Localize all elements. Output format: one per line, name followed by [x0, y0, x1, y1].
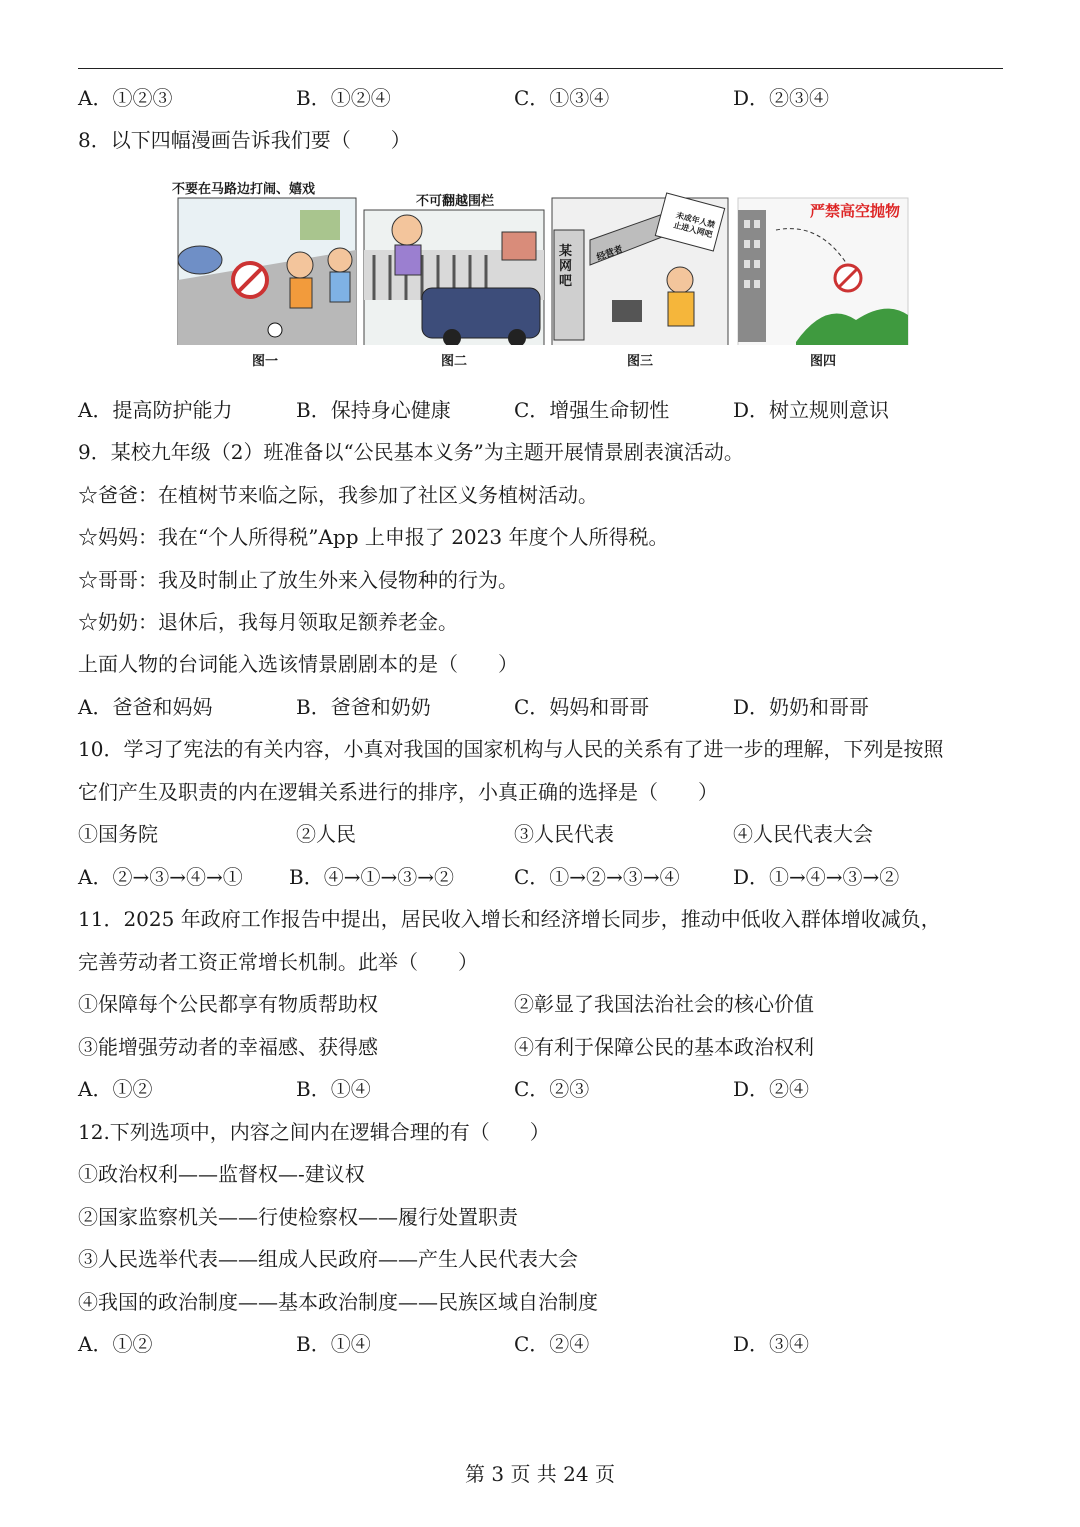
- q10-stem-line-1: 10．学习了宪法的有关内容，小真对我国的国家机构与人民的关系有了进一步的理解，下列是按照: [78, 737, 944, 761]
- q11-option-d: D．②④: [733, 1077, 810, 1101]
- comic-3-operator-label: 经营者: [595, 244, 625, 264]
- q12-stem: 12.下列选项中，内容之间内在逻辑合理的有（ ）: [78, 1120, 550, 1144]
- q9-line-grandma: ☆奶奶：退休后，我每月领取足额养老金。: [78, 610, 458, 634]
- q10-option-c: C．①→②→③→④: [514, 865, 680, 889]
- q11-item-2: ②彰显了我国法治社会的核心价值: [514, 992, 814, 1016]
- q10-stem-line-2: 它们产生及职责的内在逻辑关系进行的排序，小真正确的选择是（ ）: [78, 780, 718, 804]
- header-rule: [78, 68, 1003, 69]
- q12-item-3: ③人民选举代表——组成人民政府——产生人民代表大会: [78, 1247, 578, 1271]
- comic-3-notice: 未成年人禁止进入网吧: [672, 210, 716, 240]
- comic-4-caption: 图四: [809, 354, 836, 369]
- q11-option-c: C．②③: [514, 1077, 590, 1101]
- q12-option-b: B．①④: [296, 1332, 371, 1356]
- q11-option-b: B．①④: [296, 1077, 371, 1101]
- q12-option-d: D．③④: [733, 1332, 810, 1356]
- q9-option-c: C．妈妈和哥哥: [514, 695, 650, 719]
- comic-4-illustration: [736, 170, 910, 345]
- q10-item-1: ①国务院: [78, 822, 158, 846]
- page-footer: 第 3 页 共 24 页: [465, 1462, 615, 1486]
- q9-line-brother: ☆哥哥：我及时制止了放生外来入侵物种的行为。: [78, 568, 518, 592]
- q9-option-d: D．奶奶和哥哥: [733, 695, 870, 719]
- q10-item-3: ③人民代表: [514, 822, 614, 846]
- q11-item-3: ③能增强劳动者的幸福感、获得感: [78, 1035, 378, 1059]
- q10-option-d: D．①→④→③→②: [733, 865, 900, 889]
- q10-item-2: ②人民: [296, 822, 356, 846]
- q10-item-4: ④人民代表大会: [733, 822, 873, 846]
- q12-option-c: C．②④: [514, 1332, 590, 1356]
- q10-option-b: B．④→①→③→②: [289, 865, 454, 889]
- q9-line-mom: ☆妈妈：我在“个人所得税”App 上申报了 2023 年度个人所得税。: [78, 525, 669, 549]
- comic-1-title: 不要在马路边打闹、嬉戏: [172, 182, 316, 197]
- q7-option-b: B．①②④: [296, 86, 391, 110]
- q12-option-a: A．①②: [78, 1332, 153, 1356]
- comic-3-illustration: [550, 170, 730, 345]
- q11-item-4: ④有利于保障公民的基本政治权利: [514, 1035, 814, 1059]
- comic-3-shop-sign: 某网吧: [559, 244, 573, 289]
- comic-4-title: 严禁高空抛物: [810, 202, 901, 220]
- q9-question: 上面人物的台词能入选该情景剧剧本的是（ ）: [78, 652, 518, 676]
- q10-option-a: A．②→③→④→①: [78, 865, 243, 889]
- comic-2-title: 不可翻越围栏: [416, 194, 495, 209]
- comic-figure-2: [362, 170, 546, 370]
- q8-option-d: D．树立规则意识: [733, 398, 890, 422]
- comic-figure-3: [550, 170, 730, 370]
- q9-option-a: A．爸爸和妈妈: [78, 695, 213, 719]
- q8-stem: 8．以下四幅漫画告诉我们要（ ）: [78, 128, 411, 152]
- q8-option-a: A．提高防护能力: [78, 398, 233, 422]
- q11-option-a: A．①②: [78, 1077, 153, 1101]
- q11-stem-line-1: 11．2025 年政府工作报告中提出，居民收入增长和经济增长同步，推动中低收入群体增收减负，: [78, 907, 941, 931]
- comic-figure-1: [170, 170, 360, 370]
- q9-stem: 9．某校九年级（2）班准备以“公民基本义务”为主题开展情景剧表演活动。: [78, 440, 744, 464]
- comic-1-illustration: [170, 170, 360, 345]
- q12-item-1: ①政治权利——监督权—-建议权: [78, 1162, 365, 1186]
- q8-option-b: B．保持身心健康: [296, 398, 451, 422]
- comic-2-caption: 图二: [440, 354, 467, 369]
- q11-stem-line-2: 完善劳动者工资正常增长机制。此举（ ）: [78, 950, 478, 974]
- q12-item-2: ②国家监察机关——行使检察权——履行处置职责: [78, 1205, 518, 1229]
- comic-1-caption: 图一: [251, 354, 278, 369]
- q12-item-4: ④我国的政治制度——基本政治制度——民族区域自治制度: [78, 1290, 598, 1314]
- q7-option-d: D．②③④: [733, 86, 830, 110]
- q7-option-c: C．①③④: [514, 86, 610, 110]
- q8-comics: [170, 170, 910, 370]
- comic-3-caption: 图三: [626, 354, 653, 369]
- comic-figure-4: [736, 170, 910, 370]
- q11-item-1: ①保障每个公民都享有物质帮助权: [78, 992, 378, 1016]
- comic-2-illustration: [362, 170, 546, 345]
- q8-option-c: C．增强生命韧性: [514, 398, 670, 422]
- q9-line-dad: ☆爸爸：在植树节来临之际，我参加了社区义务植树活动。: [78, 483, 598, 507]
- q9-option-b: B．爸爸和奶奶: [296, 695, 431, 719]
- q7-option-a: A．①②③: [78, 86, 173, 110]
